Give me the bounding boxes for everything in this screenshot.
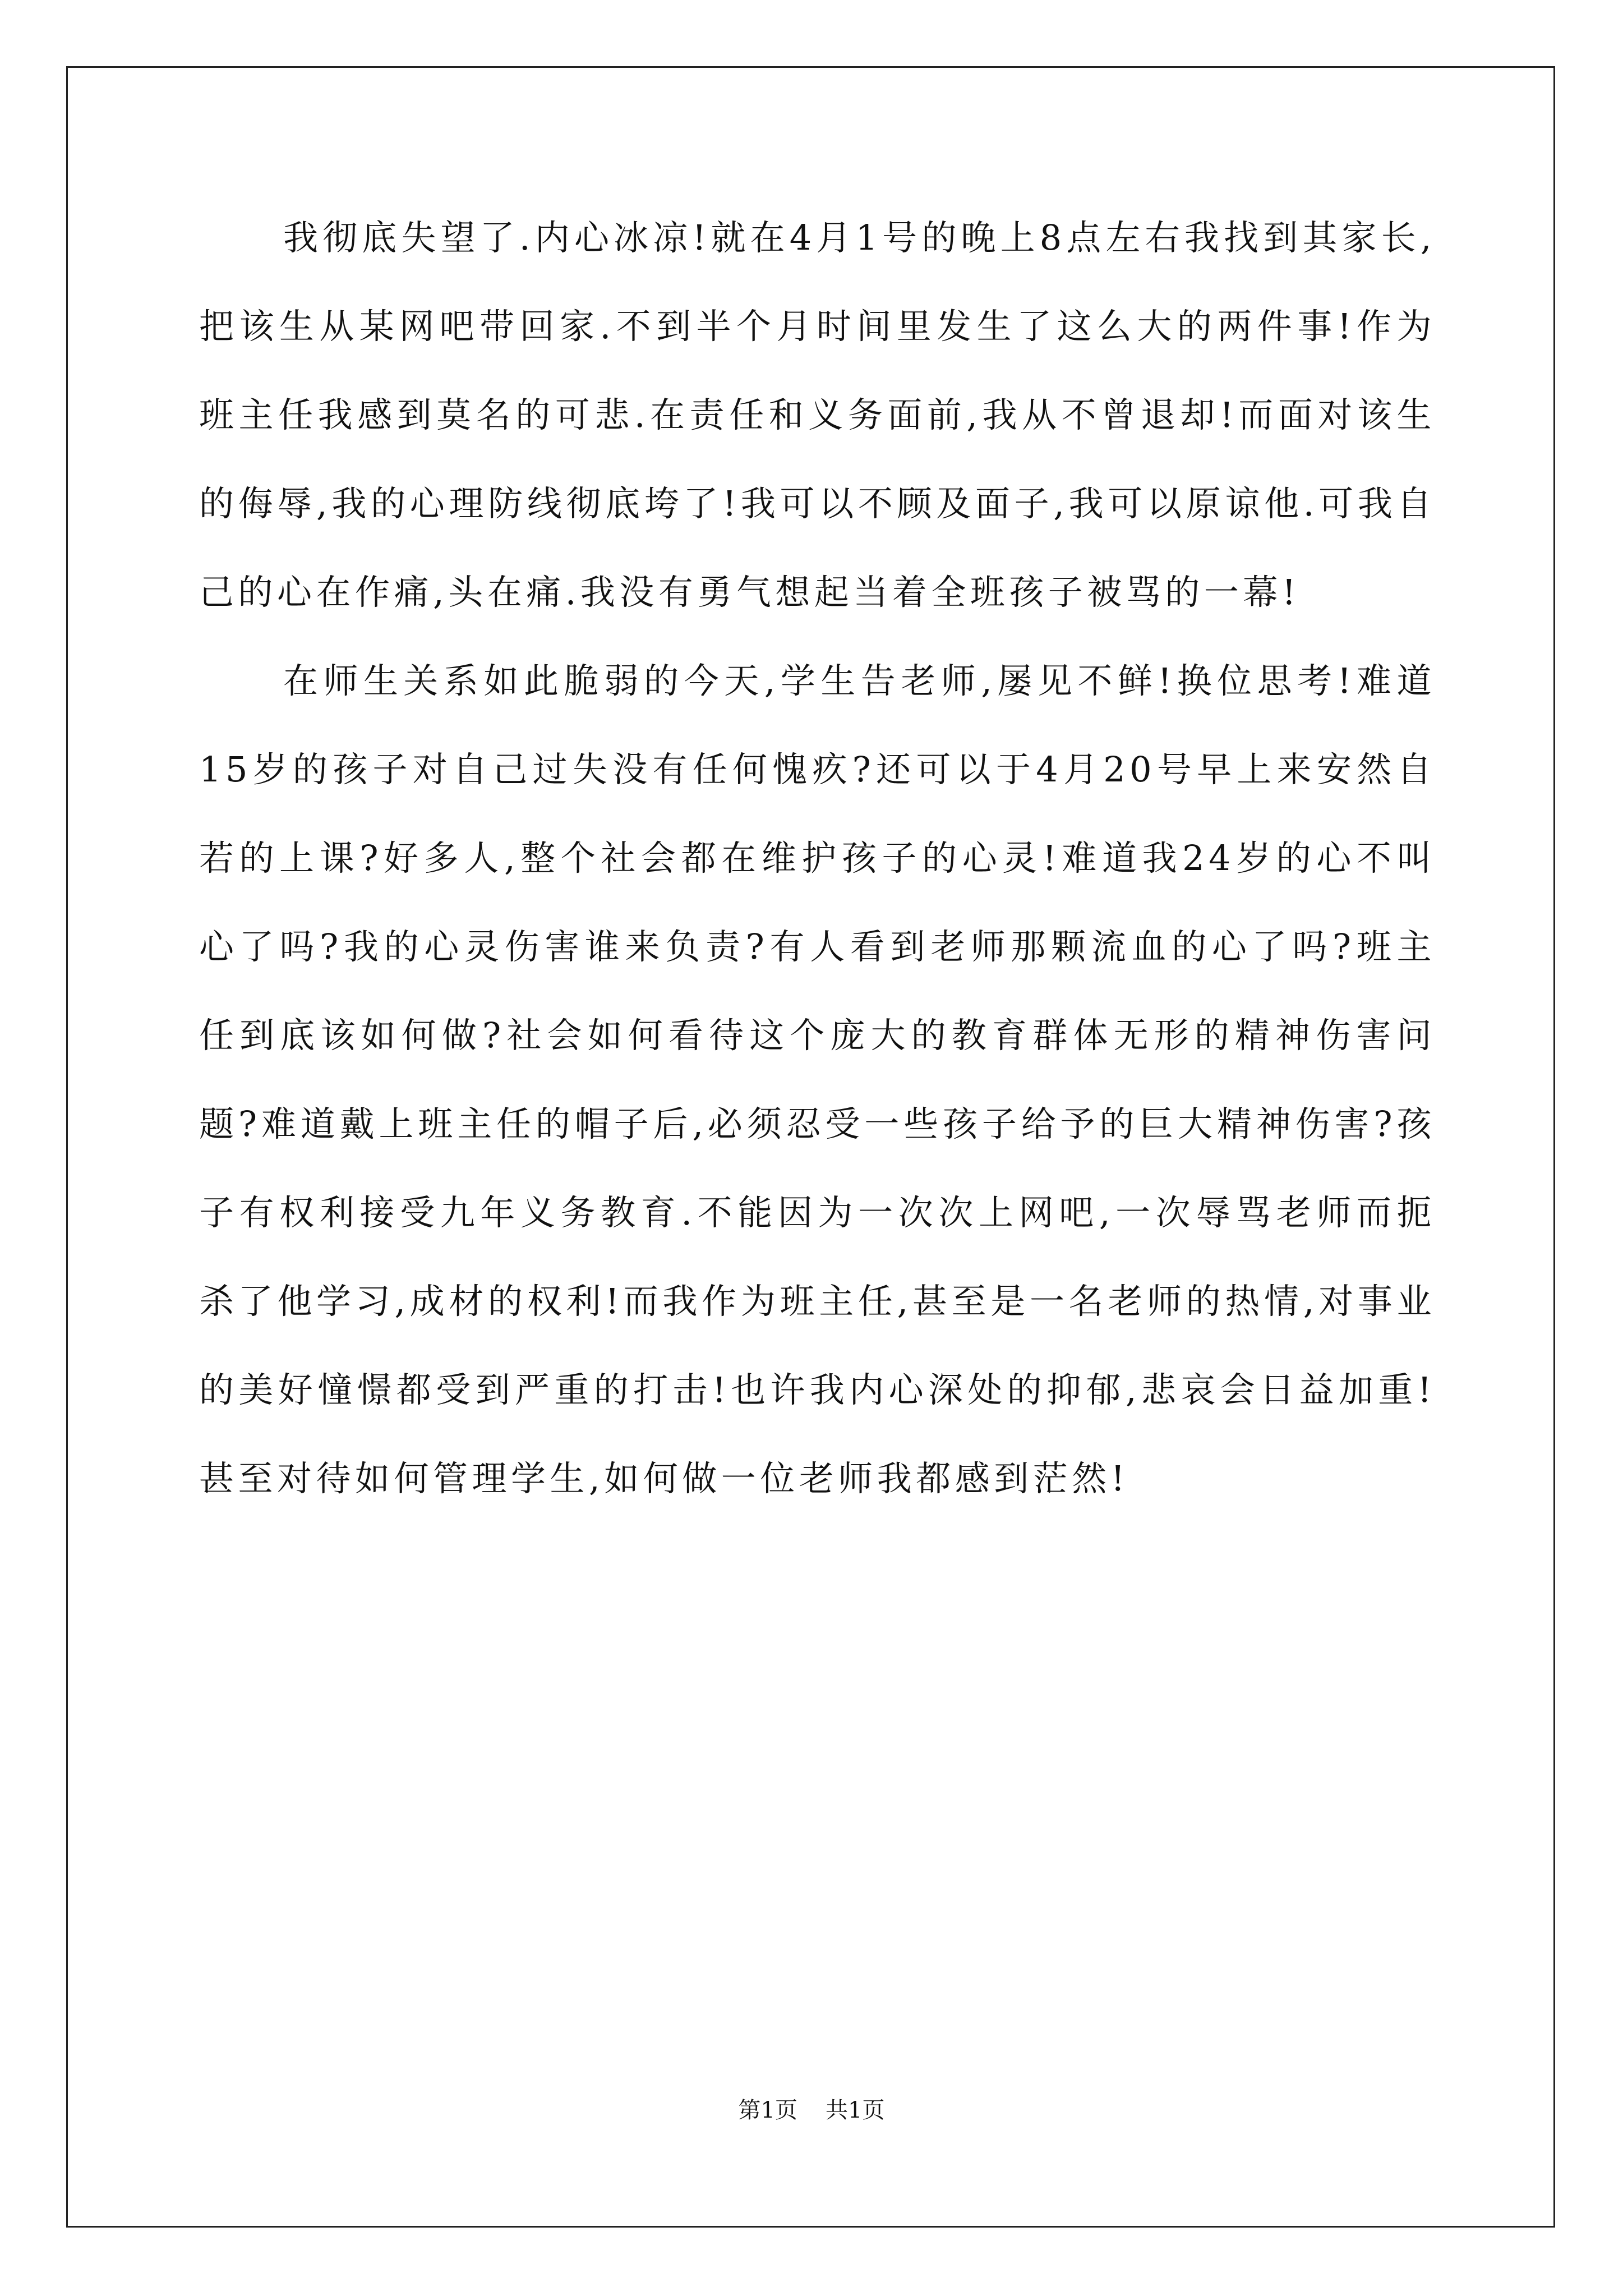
page-number-current: 第1页 [738, 2097, 797, 2123]
page-number-total: 共1页 [826, 2097, 885, 2123]
document-body [199, 194, 1436, 1523]
paragraph-2: 在师生关系如此脆弱的今天,学生告老师,屡见不鲜!换位思考!难道15岁的孩子对自己过失没有任何愧疚?还可以于4月20号早上来安然自若的上课?好多人,整个社会都在维护孩子的心灵!难道我24岁的心不叫心了吗?我的心灵伤害谁来负责?有人看到老师那颗流血的心了吗?班主任到底该如何做?社会如何看待这个庞大的教育群体无形的精神伤害问题?难道戴上班主任的帽子后,必须忍受一些孩子给予的巨大精神伤害?孩子有权利接受九年义务教育.不能因为一次次上网吧,一次辱骂老师而扼杀了他学习,成材的权利!而我作为班主任,甚至是一名老师的热情,对事业的美好憧憬都受到严重的打击!也许我内心深处的抑郁,悲哀会日益加重!甚至对待如何管理学生,如何做一位老师我都感到茫然! [199, 660, 1436, 1499]
page-footer [0, 2092, 1623, 2124]
paragraph-1: 我彻底失望了.内心冰凉!就在4月1号的晚上8点左右我找到其家长,把该生从某网吧带回家.不到半个月时间里发生了这么大的两件事!作为班主任我感到莫名的可悲.在责任和义务面前,我从不曾退却!而面对该生的侮辱,我的心理防线彻底垮了!我可以不顾及面子,我可以原谅他.可我自己的心在作痛,头在痛.我没有勇气想起当着全班孩子被骂的一幕! [199, 217, 1436, 613]
